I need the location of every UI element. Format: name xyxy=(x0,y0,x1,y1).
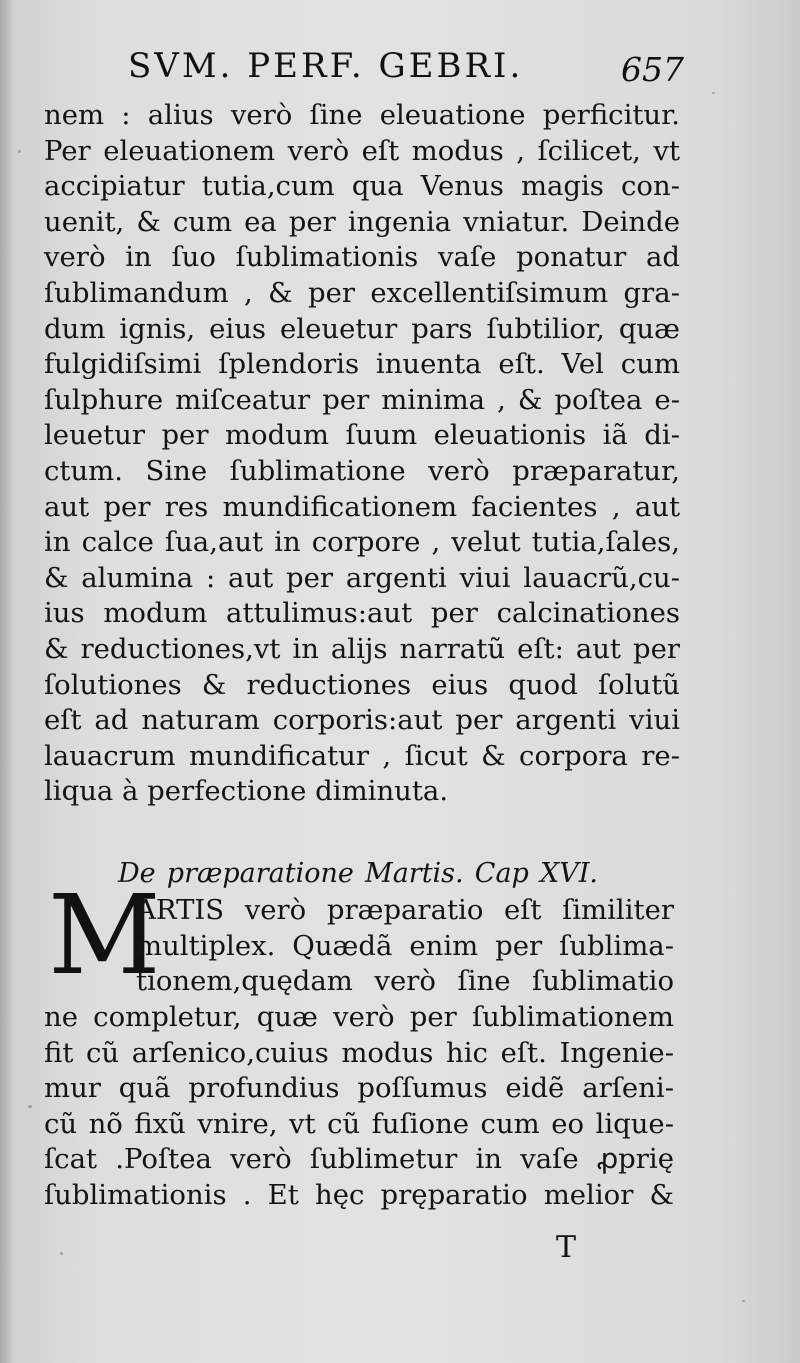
text-line: Per eleuationem verò eſt modus , ſcilicet, vt xyxy=(44,134,680,167)
drop-cap-initial: M xyxy=(48,871,161,999)
text-line: liqua à perfectione diminuta. xyxy=(44,775,449,808)
paper-speck xyxy=(712,92,715,94)
text-line: in calce ſua,aut in corpore , velut tutia,ſales, xyxy=(44,526,680,559)
text-line: ſolutiones & reductiones eius quod ſolutũ xyxy=(44,668,680,701)
paper-speck xyxy=(60,1252,63,1255)
running-title: SVM. PERF. GEBRI. xyxy=(128,46,524,86)
text-line: ſcat .Poſtea verò ſublimetur in vaſe ꝓprię xyxy=(44,1143,674,1176)
page-header xyxy=(128,40,688,92)
catchword: T xyxy=(556,1230,577,1265)
text-line: fulgidiſsimi ſplendoris inuenta eſt. Vel cum xyxy=(44,348,680,381)
text-line: eſt ad naturam corporis:aut per argenti viui xyxy=(44,704,680,737)
chapter-heading: De præparatione Martis. Cap XVI. xyxy=(118,858,598,889)
text-line: lauacrum mundificatur , ſicut & corpora re- xyxy=(44,739,680,772)
text-line: cũ nõ fixũ vnire, vt cũ fuſione cum eo lique- xyxy=(44,1107,674,1140)
text-line: ſulphure miſceatur per minima , & poſtea e- xyxy=(44,383,680,416)
text-line: ius modum attulimus:aut per calcinationes xyxy=(44,597,680,630)
text-line: ARTIS verò præparatio eſt ſimiliter xyxy=(136,894,674,926)
paper-speck xyxy=(18,150,21,153)
paper-speck xyxy=(742,1300,745,1302)
text-line: aut per res mundificationem facientes , aut xyxy=(44,490,680,523)
text-line: & alumina : aut per argenti viui lauacrũ,cu- xyxy=(44,561,680,594)
text-line: dum ignis, eius eleuetur pars ſubtilior, quæ xyxy=(44,312,680,345)
chapter-indented-text xyxy=(136,893,674,1000)
text-line: mur quã profundius poſſumus eidẽ arſeni- xyxy=(44,1072,674,1105)
text-line: nem : alius verò ſine eleuatione perficitur. xyxy=(44,99,680,131)
text-line: leuetur per modum ſuum eleuationis iã di- xyxy=(44,419,680,452)
paper-speck xyxy=(28,1105,32,1108)
text-line: accipiatur tutia,cum qua Venus magis con- xyxy=(44,170,680,203)
text-line: multiplex. Quædã enim per ſublima- xyxy=(136,929,674,962)
text-line: uenit, & cum ea per ingenia vniatur. Deinde xyxy=(44,205,680,238)
text-line: & reductiones,vt in alijs narratũ eſt: aut per xyxy=(44,632,680,665)
text-line: ſublimandum , & per excellentiſsimum gra- xyxy=(44,276,680,309)
body-text-block xyxy=(44,98,680,810)
page-number: 657 xyxy=(621,50,684,89)
text-line: ctum. Sine ſublimatione verò præparatur, xyxy=(44,454,680,487)
text-line: ſublimationis . Et hęc pręparatio melior & xyxy=(44,1178,674,1211)
text-line: tionem,quędam verò ſine ſublimatio xyxy=(136,965,674,998)
text-line: ne completur, quæ verò per ſublimationem xyxy=(44,1001,674,1033)
text-line: verò in ſuo ſublimationis vaſe ponatur ad xyxy=(44,241,680,274)
chapter-body-text xyxy=(44,1000,674,1214)
text-line: fit cũ arſenico,cuius modus hic eſt. Ingenie- xyxy=(44,1036,674,1069)
